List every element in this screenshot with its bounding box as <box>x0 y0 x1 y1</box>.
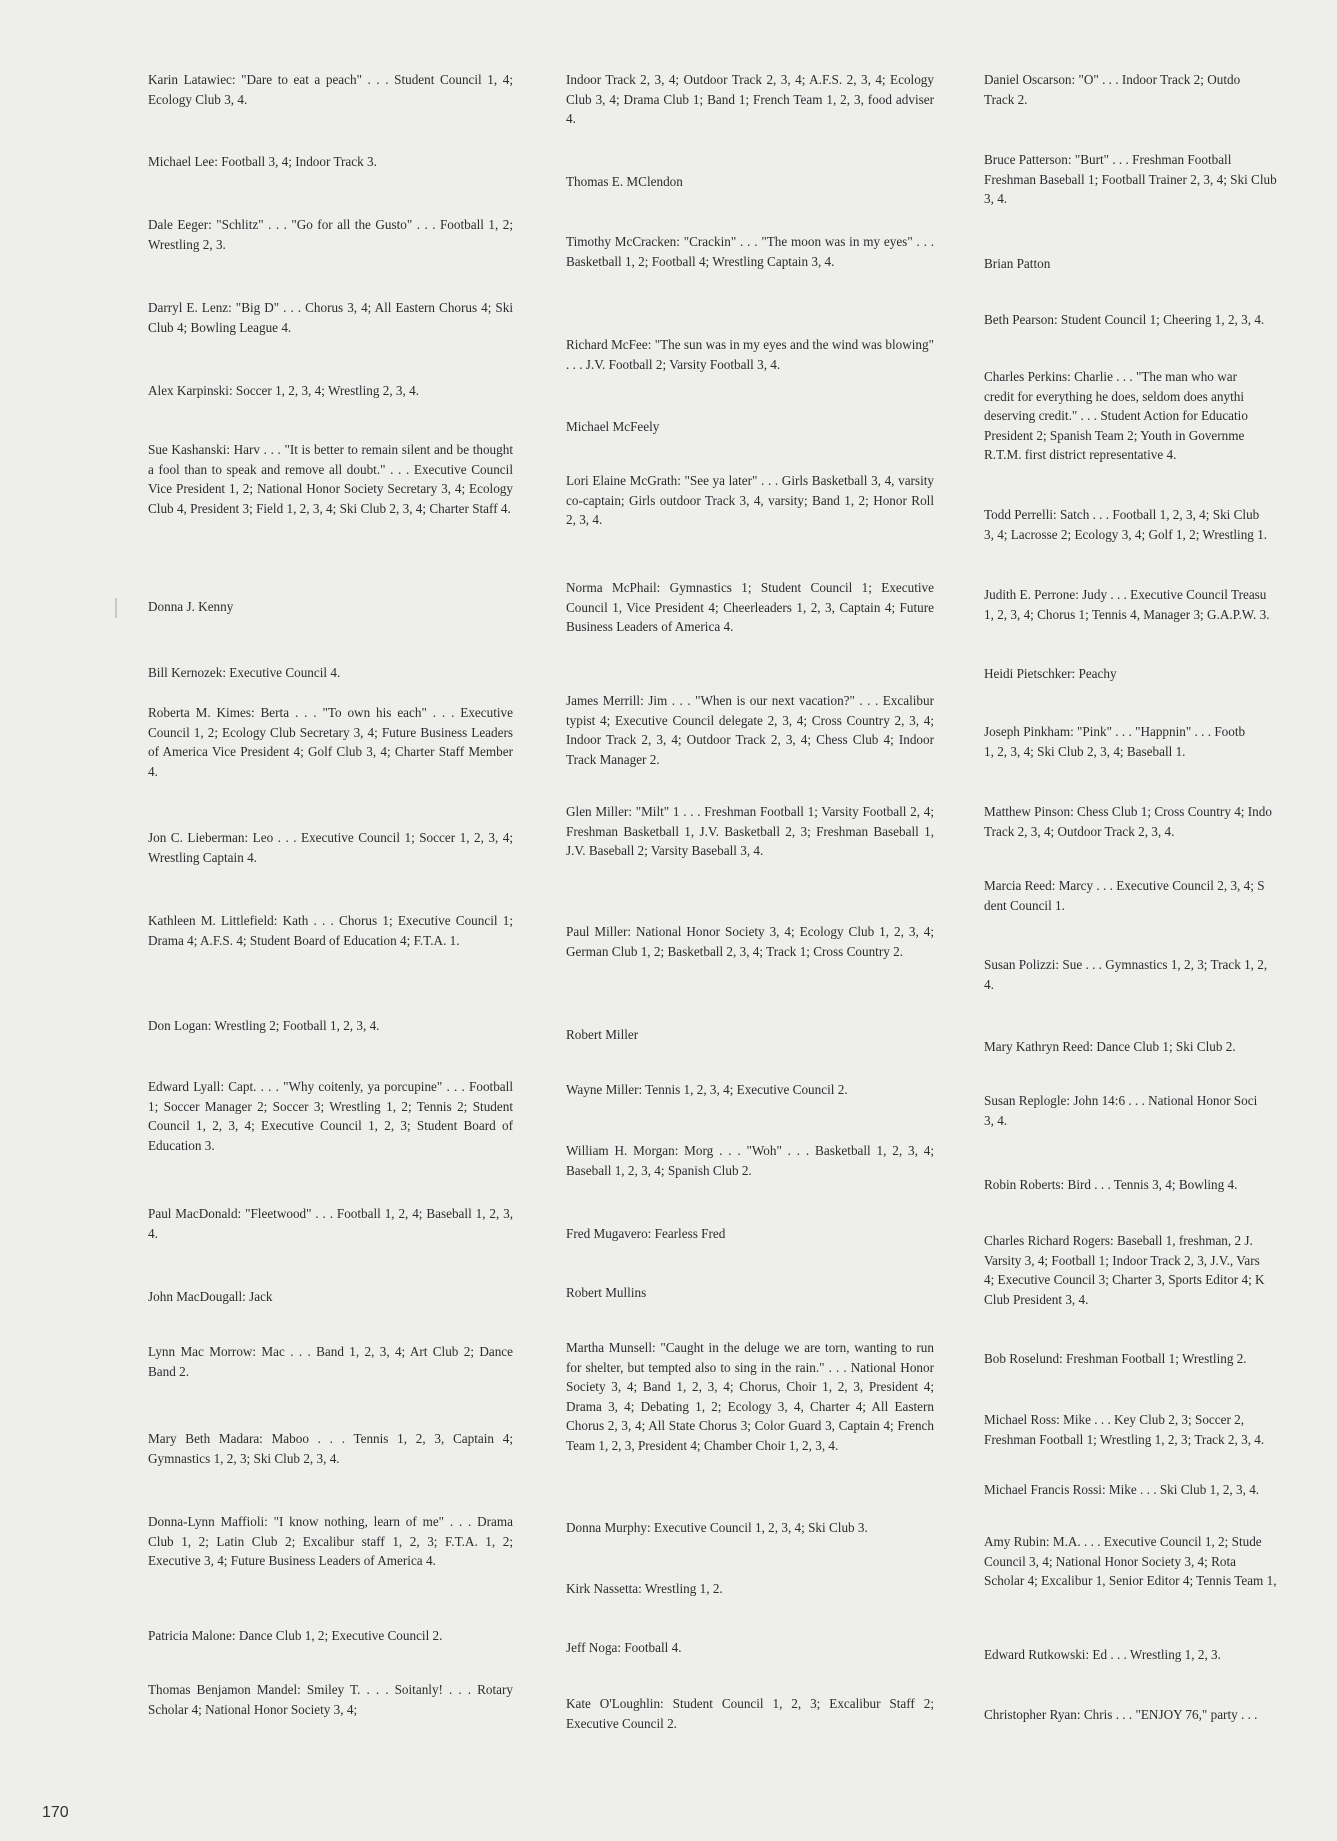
student-entry: Richard McFee: "The sun was in my eyes and the wind was blowing" . . . J.V. Football 2; Varsity Football 3, 4. <box>566 337 934 372</box>
student-entry: Roberta M. Kimes: Berta . . . "To own his each" . . . Executive Council 1, 2; Ecology Club Secretary 3, 4; Future Business Leaders of America Vice President 4; Golf Club 3, 4; Charter Staff Member 4. <box>148 705 513 779</box>
student-entry: Susan Replogle: John 14:6 . . . National Honor Soci 3, 4. <box>984 1093 1258 1128</box>
student-entry: Martha Munsell: "Caught in the deluge we are torn, wanting to run for shelter, but tempted also to sing in the rain." . . . National Honor Society 3, 4; Band 1, 2, 3, 4; Chorus, Choir 1, 2, 3, President 4; Drama 3, 4; Debating 1, 2; Ecology 3, 4, Charter 4; All Eastern Chorus 2, 3, 4; All State Chorus 3; Color Guard 3, Captain 4; French Team 1, 2, 3, President 4; Chamber Choir 1, 2, 3, 4. <box>566 1340 934 1453</box>
student-entry: Kate O'Loughlin: Student Council 1, 2, 3; Excalibur Staff 2; Executive Council 2. <box>566 1696 934 1731</box>
student-entry: Heidi Pietschker: Peachy <box>984 666 1117 681</box>
student-entry: James Merrill: Jim . . . "When is our next vacation?" . . . Excalibur typist 4; Executive Council delegate 2, 3, 4; Cross Country 2, 3, 4; Indoor Track 2, 3, 4; Outdoor Track 2, 3, 4; Chess Club 4; Indoor Track Manager 2. <box>566 693 934 767</box>
student-entry: Jeff Noga: Football 4. <box>566 1640 682 1655</box>
student-entry: Michael Lee: Football 3, 4; Indoor Track 3. <box>148 154 377 169</box>
student-entry: Donna-Lynn Maffioli: "I know nothing, learn of me" . . . Drama Club 1, 2; Latin Club 2; Excalibur staff 1, 2, 3; F.T.A. 1, 2; Executive 3, 4; Future Business Leaders of America 4. <box>148 1514 513 1569</box>
student-entry: Bill Kernozek: Executive Council 4. <box>148 665 341 680</box>
student-entry: Glen Miller: "Milt" 1 . . . Freshman Football 1; Varsity Football 2, 4; Freshman Basketball 1, J.V. Basketball 2, 3; Freshman Baseball 1, J.V. Baseball 2; Varsity Baseball 3, 4. <box>566 804 934 859</box>
student-entry: Bruce Patterson: "Burt" . . . Freshman Football Freshman Baseball 1; Football Trainer 2, 3, 4; Ski Club 3, 4. <box>984 152 1277 207</box>
student-entry: Don Logan: Wrestling 2; Football 1, 2, 3, 4. <box>148 1018 380 1033</box>
student-entry: Matthew Pinson: Chess Club 1; Cross Country 4; Indo Track 2, 3, 4; Outdoor Track 2, 3, 4. <box>984 804 1272 839</box>
student-entry: Beth Pearson: Student Council 1; Cheering 1, 2, 3, 4. <box>984 312 1265 327</box>
student-entry: Amy Rubin: M.A. . . . Executive Council 1, 2; Stude Council 3, 4; National Honor Society 3, 4; Rota Scholar 4; Excalibur 1, Senior Editor 4; Tennis Team 1, <box>984 1534 1277 1589</box>
student-entry: Mary Kathryn Reed: Dance Club 1; Ski Club 2. <box>984 1039 1236 1054</box>
student-entry: Lori Elaine McGrath: "See ya later" . . . Girls Basketball 3, 4, varsity co-captain; Girls outdoor Track 3, 4, varsity; Band 1, 2; Honor Roll 2, 3, 4. <box>566 473 934 528</box>
student-entry: Charles Richard Rogers: Baseball 1, freshman, 2 J. Varsity 3, 4; Football 1; Indoor Track 2, 3, J.V., Vars 4; Executive Council 3; Charter 3, Sports Editor 4; K Club President 3, 4. <box>984 1233 1265 1307</box>
student-entry: Thomas E. MClendon <box>566 174 683 189</box>
student-entry: Alex Karpinski: Soccer 1, 2, 3, 4; Wrestling 2, 3, 4. <box>148 383 419 398</box>
student-entry: William H. Morgan: Morg . . . "Woh" . . . Basketball 1, 2, 3, 4; Baseball 1, 2, 3, 4; Spanish Club 2. <box>566 1143 934 1178</box>
student-entry: Edward Rutkowski: Ed . . . Wrestling 1, 2, 3. <box>984 1647 1221 1662</box>
student-entry: Robert Miller <box>566 1027 639 1042</box>
student-entry: Donna Murphy: Executive Council 1, 2, 3, 4; Ski Club 3. <box>566 1520 868 1535</box>
student-entry: Timothy McCracken: "Crackin" . . . "The moon was in my eyes" . . . Basketball 1, 2; Football 4; Wrestling Captain 3, 4. <box>566 234 934 269</box>
student-entry: Daniel Oscarson: "O" . . . Indoor Track 2; Outdo Track 2. <box>984 72 1241 107</box>
student-entry: Christopher Ryan: Chris . . . "ENJOY 76," party . . . <box>984 1707 1258 1722</box>
student-entry: Edward Lyall: Capt. . . . "Why coitenly, ya porcupine" . . . Football 1; Soccer Manager 2; Soccer 3; Wrestling 1, 2; Tennis 2; Student Council 1, 2, 3, 4; Executive Council 1, 2, 3; Student Board of Education 3. <box>148 1079 513 1153</box>
student-entry: Todd Perrelli: Satch . . . Football 1, 2, 3, 4; Ski Club 3, 4; Lacrosse 2; Ecology 3, 4; Golf 1, 2; Wrestling 1. <box>984 507 1268 542</box>
student-entry: John MacDougall: Jack <box>148 1289 273 1304</box>
student-entry: Susan Polizzi: Sue . . . Gymnastics 1, 2, 3; Track 1, 2, 4. <box>984 957 1268 992</box>
student-entry: Darryl E. Lenz: "Big D" . . . Chorus 3, 4; All Eastern Chorus 4; Ski Club 4; Bowling League 4. <box>148 300 513 335</box>
student-entry: Thomas Benjamon Mandel: Smiley T. . . . Soitanly! . . . Rotary Scholar 4; National Honor Society 3, 4; <box>148 1682 513 1717</box>
student-entry: Paul Miller: National Honor Society 3, 4; Ecology Club 1, 2, 3, 4; German Club 1, 2; Basketball 2, 3, 4; Track 1; Cross Country 2. <box>566 924 934 959</box>
student-entry: Karin Latawiec: "Dare to eat a peach" . . . Student Council 1, 4; Ecology Club 3, 4. <box>148 72 513 107</box>
student-entry: Jon C. Lieberman: Leo . . . Executive Council 1; Soccer 1, 2, 3, 4; Wrestling Captain 4. <box>148 830 513 865</box>
student-entry: Charles Perkins: Charlie . . . "The man who war credit for everything he does, seldom does anythi deserving credit." . . . Student Action for Educatio President 2; Spanish Team 2; Youth in Governme R.T.M. first district representative 4. <box>984 369 1248 463</box>
student-entry: Michael McFeely <box>566 419 660 434</box>
scan-mark <box>115 598 117 618</box>
student-entry: Marcia Reed: Marcy . . . Executive Council 2, 3, 4; S dent Council 1. <box>984 878 1265 913</box>
student-entry: Kathleen M. Littlefield: Kath . . . Chorus 1; Executive Council 1; Drama 4; A.F.S. 4; Student Board of Education 4; F.T.A. 1. <box>148 913 513 948</box>
student-entry: Indoor Track 2, 3, 4; Outdoor Track 2, 3, 4; A.F.S. 2, 3, 4; Ecology Club 3, 4; Drama Club 1; Band 1; French Team 1, 2, 3, food adviser 4. <box>566 72 934 127</box>
student-entry: Kirk Nassetta: Wrestling 1, 2. <box>566 1581 723 1596</box>
student-entry: Wayne Miller: Tennis 1, 2, 3, 4; Executive Council 2. <box>566 1082 848 1097</box>
student-entry: Brian Patton <box>984 256 1051 271</box>
student-entry: Joseph Pinkham: "Pink" . . . "Happnin" . . . Footb 1, 2, 3, 4; Ski Club 2, 3, 4; Baseball 1. <box>984 724 1246 759</box>
page-number: 170 <box>42 1804 69 1821</box>
student-entry: Paul MacDonald: "Fleetwood" . . . Football 1, 2, 4; Baseball 1, 2, 3, 4. <box>148 1206 513 1241</box>
student-entry: Judith E. Perrone: Judy . . . Executive Council Treasu 1, 2, 3, 4; Chorus 1; Tennis 4, Manager 3; G.A.P.W. 3. <box>984 587 1270 622</box>
student-entry: Michael Francis Rossi: Mike . . . Ski Club 1, 2, 3, 4. <box>984 1482 1260 1497</box>
student-entry: Patricia Malone: Dance Club 1, 2; Executive Council 2. <box>148 1628 443 1643</box>
student-entry: Donna J. Kenny <box>148 599 234 614</box>
student-entry: Lynn Mac Morrow: Mac . . . Band 1, 2, 3, 4; Art Club 2; Dance Band 2. <box>148 1344 513 1379</box>
student-entry: Norma McPhail: Gymnastics 1; Student Council 1; Executive Council 1, Vice President 4; Cheerleaders 1, 2, 3, Captain 4; Future Business Leaders of America 4. <box>566 580 934 635</box>
student-entry: Fred Mugavero: Fearless Fred <box>566 1226 726 1241</box>
student-entry: Michael Ross: Mike . . . Key Club 2, 3; Soccer 2, Freshman Football 1; Wrestling 1, 2, 3; Track 2, 3, 4. <box>984 1412 1265 1447</box>
student-entry: Dale Eeger: "Schlitz" . . . "Go for all the Gusto" . . . Football 1, 2; Wrestling 2, 3. <box>148 217 513 252</box>
student-entry: Mary Beth Madara: Maboo . . . Tennis 1, 2, 3, Captain 4; Gymnastics 1, 2, 3; Ski Club 2, 3, 4. <box>148 1431 513 1466</box>
student-entry: Sue Kashanski: Harv . . . "It is better to remain silent and be thought a fool than to speak and remove all doubt." . . . Executive Council Vice President 1, 2; National Honor Society Secretary 3, 4; Ecology Club 4, President 3; Field 1, 2, 3, 4; Ski Club 2, 3, 4; Charter Staff 4. <box>148 442 513 516</box>
student-entry: Bob Roselund: Freshman Football 1; Wrestling 2. <box>984 1351 1247 1366</box>
student-entry: Robert Mullins <box>566 1285 647 1300</box>
student-entry: Robin Roberts: Bird . . . Tennis 3, 4; Bowling 4. <box>984 1177 1238 1192</box>
